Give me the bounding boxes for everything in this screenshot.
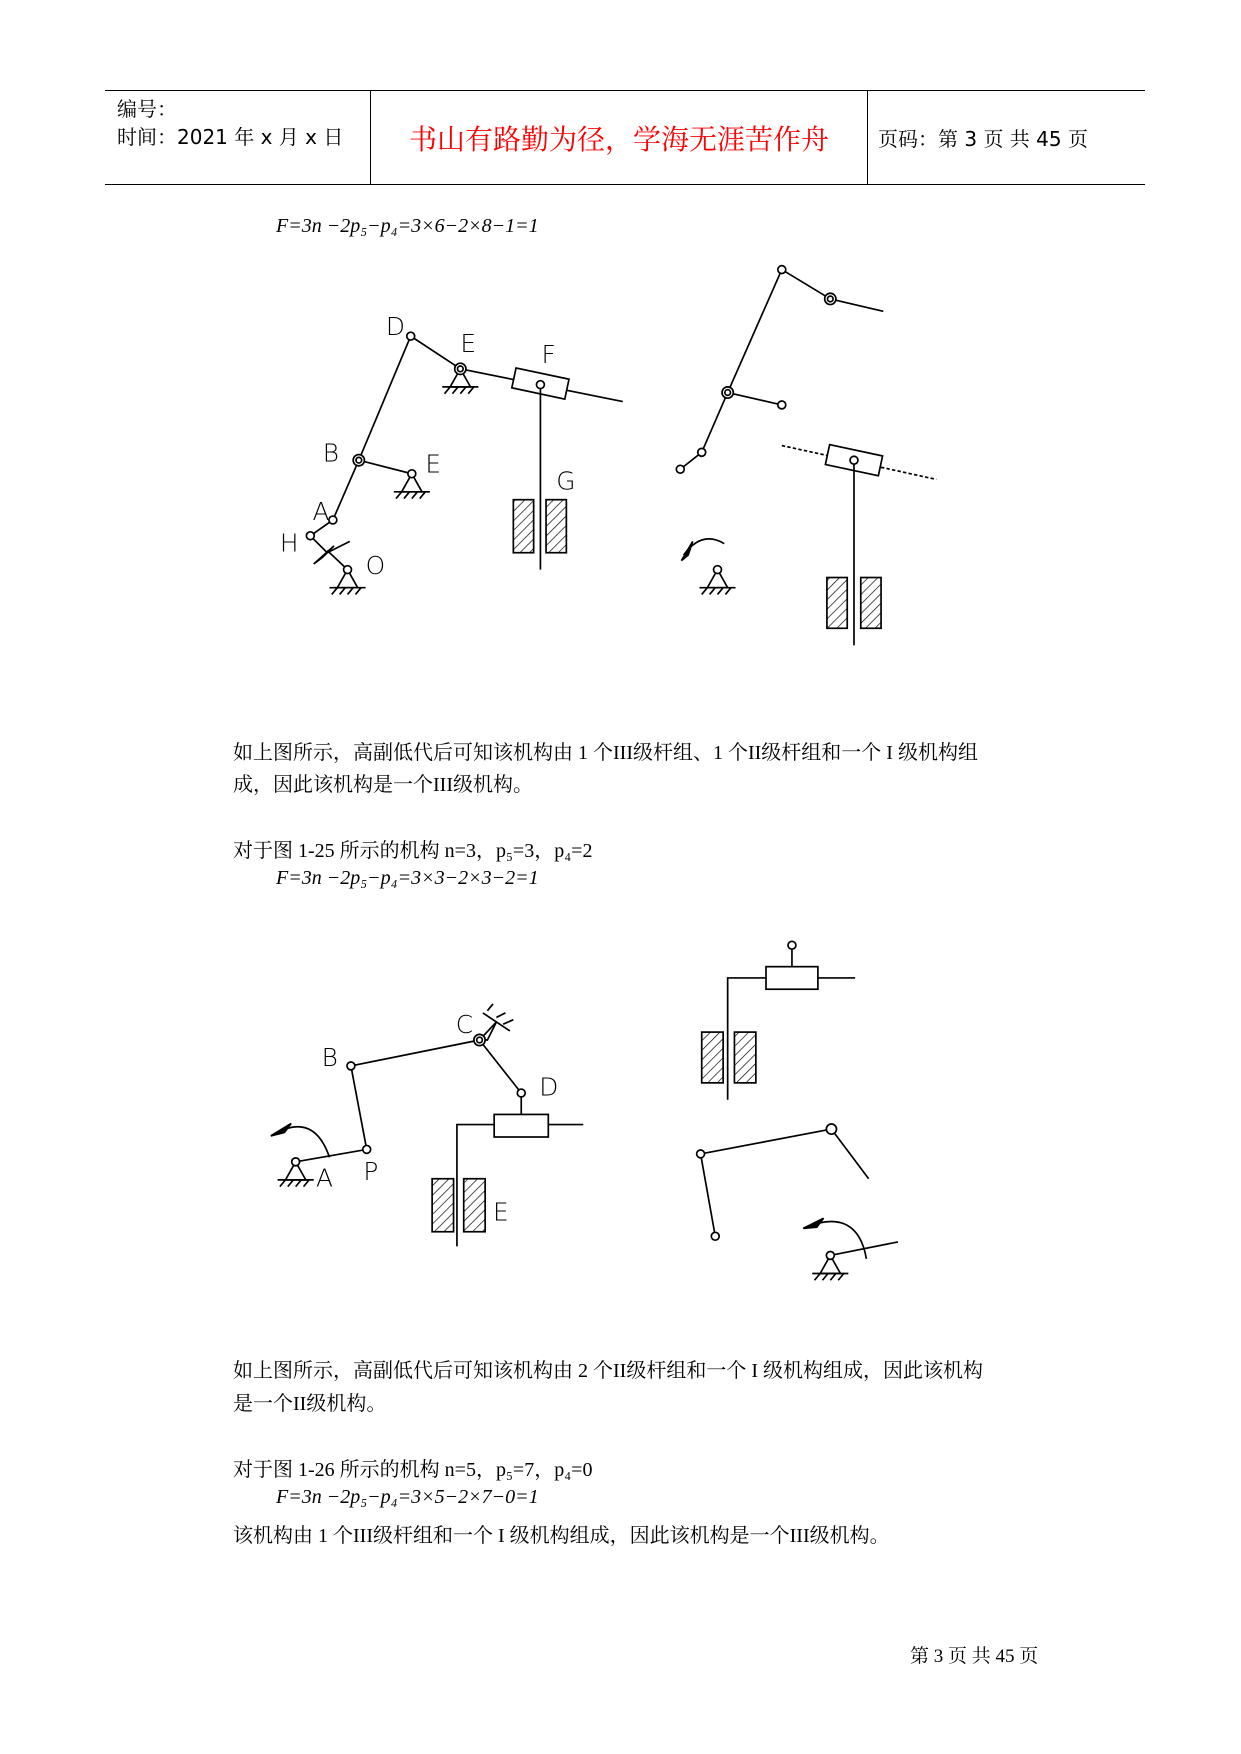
label-E1: E xyxy=(460,328,476,358)
label-E2: E xyxy=(425,449,442,479)
label-P: P xyxy=(363,1156,379,1186)
paragraph-1-line-1: 如上图所示，高副低代后可知该机构由 1 个III级杆组、1 个II级杆组和一个 I 级机构组 xyxy=(233,742,978,764)
label-B: B xyxy=(322,438,339,468)
label-A-2: A xyxy=(315,1163,333,1193)
label-A: A xyxy=(312,496,330,526)
formula-3: F=3n −2p₅−p₄=3×5−2×7−0=1 xyxy=(276,1486,539,1508)
label-E-2: E xyxy=(493,1197,509,1227)
figure-1-right-mechanism xyxy=(676,266,936,646)
label-O: O xyxy=(365,551,386,581)
label-B-2: B xyxy=(321,1042,338,1072)
formula-1: F=3n −2p₅−p₄=3×6−2×8−1=1 xyxy=(276,215,539,237)
header-motto: 书山有路勤为径，学海无涯苦作舟 xyxy=(408,122,829,156)
paragraph-3: 该机构由 1 个III级杆组和一个 I 级机构组成，因此该机构是一个III级机构。 xyxy=(233,1525,890,1547)
label-H: H xyxy=(279,528,299,558)
paragraph-1-line-2: 成，因此该机构是一个III级机构。 xyxy=(233,774,533,796)
label-D: D xyxy=(385,312,405,342)
label-D-2: D xyxy=(539,1072,559,1102)
figure-2-left-mechanism xyxy=(271,1004,583,1247)
figure-1-left-mechanism xyxy=(306,332,622,594)
footer-page-number: 第 3 页 共 45 页 xyxy=(910,1646,1039,1667)
label-C: C xyxy=(455,1010,474,1040)
figure-1-26-intro: 对于图 1-26 所示的机构 n=5，p₅=7，p₄=0 xyxy=(233,1459,593,1481)
header-page-label: 页码：第 3 页 共 45 页 xyxy=(878,127,1088,151)
number-label: 编号： xyxy=(117,97,177,121)
paragraph-2-line-2: 是一个II级机构。 xyxy=(233,1393,387,1415)
figure-2-right-mechanism xyxy=(697,941,898,1280)
figure-1-25-intro: 对于图 1-25 所示的机构 n=3，p₅=3，p₄=2 xyxy=(233,840,593,862)
label-F: F xyxy=(541,340,556,370)
formula-2: F=3n −2p₅−p₄=3×3−2×3−2=1 xyxy=(276,867,539,889)
label-G: G xyxy=(556,466,576,496)
time-label: 时间：2021 年 x 月 x 日 xyxy=(117,125,344,149)
paragraph-2-line-1: 如上图所示，高副低代后可知该机构由 2 个II级杆组和一个 I 级机构组成，因此该机构 xyxy=(233,1360,983,1382)
